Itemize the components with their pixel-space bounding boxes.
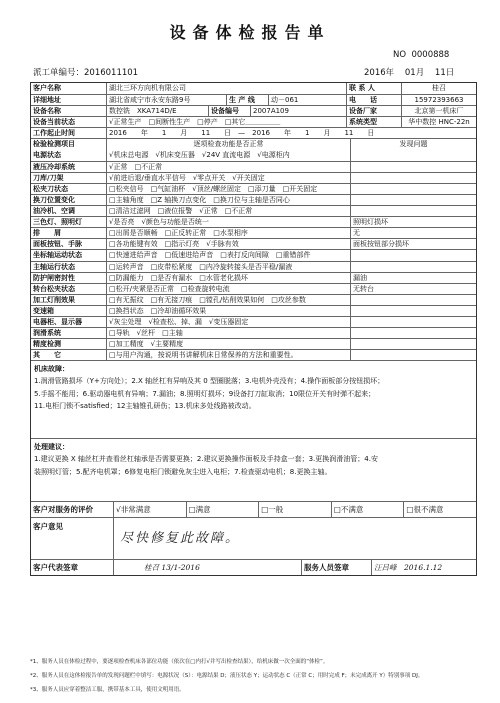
check-item-label: 润滑系统 [33,329,61,338]
findings-block [31,360,476,438]
check-item-label: 主轴运行状态 [33,262,75,271]
date-month-unit: 月 [415,68,425,78]
satisfaction-label: 客户对服务的评价 [33,505,93,515]
address-label: 详细地址 [33,96,61,105]
check-item-options[interactable]: □快速进给声音 □低速进给声音 □表打反向间隙 □重错部件 [106,250,350,260]
check-row [31,227,476,238]
worktime-label: 工作起止时间 [33,129,75,138]
check-item-options[interactable]: □各功能键有效 □指示灯亮 √手脉有效 [106,239,350,249]
check-item-options[interactable]: √是否亮 √颜色与功能是否统一 [106,217,350,227]
rating-average[interactable]: □一般 [258,502,331,517]
check-item-issue [350,206,476,216]
opinion-row [31,517,476,559]
device-row [31,105,476,116]
check-item-label: 三色灯、照明灯 [33,218,82,227]
report-number [393,50,449,60]
system-label: 系统类型 [346,117,401,127]
findings-line: 1.润滑管路损坏（Y+方向处）；2.X 轴丝杠有异响及其 0 型圈脱落；3.电机外壳没有；4.操作面板部分按钮损坏； [34,377,385,386]
check-row [31,327,476,338]
suggestions-line: 1.建议更换 X 轴丝杠并查看丝杠轴承是否需要更换；2.建议更换操作面板及手持盒一套；3.更换润滑油管；4.安 [34,455,378,464]
check-item-issue [350,328,476,338]
line-label: 生 产 线 [226,95,268,105]
check-row [31,161,476,172]
check-row [31,249,476,260]
findings-line: 5.手摇不能用；6.驱动器电机有异响；7.漏油；8.照明灯损坏；9设备打刀缸取消；10限位开关有时弹不起来； [34,389,376,398]
check-item-options[interactable]: □换挡状态 □冷却油循环效果 [106,306,350,316]
maker-value: 北京第一机床厂 [401,106,476,116]
check-item-label: 精度检测 [33,340,61,349]
date-month: 01 [404,68,416,78]
customer-label: 客户名称 [33,84,61,92]
check-rows [31,150,476,361]
check-row [31,316,476,327]
check-item-label: 面板按钮、手脉 [33,240,82,249]
note-line: *1、服务人员在体检过程中，要逐项检查机床各部位功能（依次在□内打√并写出检查结果），给机床做一次全面的“体检”。 [30,659,329,665]
check-row [31,272,476,283]
check-row [31,216,476,227]
check-item-issue: 面板按钮部分损坏 [350,239,476,249]
header-condition: 逐项检查功能是否正常 [106,139,350,149]
check-item-issue [350,295,476,305]
check-item-issue [350,195,476,205]
device-label: 设备名称 [33,107,61,116]
suggestions-line: 装照明灯管；5.配齐电机罩；6修复电柜门锁避免灰尘进入电柜；7.检查驱动电机；8.更换主轴。 [34,467,332,476]
status-label: 设备当前状态 [33,118,75,127]
check-item-label: 排 屑 [33,229,61,238]
note-line: *2、服务人员在这体检报告单的发现问题栏中填写：电源状况（S）：电源结果 D；液压状态 Y；运动状态 C（正常 C；用时完成 F；未完成离开 Y）特别事项 DJ。 [30,673,424,679]
findings-line: 11.电柜门锁不satisfied；12主轴锥孔研伤；13.机床多处线路被改动。 [34,402,256,411]
check-item-options[interactable]: □防漏能力 □是否有漏水 □水管老化损坏 [106,273,350,283]
check-item-issue [350,250,476,260]
status-row [31,116,476,127]
contact-label: 联 系 人 [346,83,401,94]
report-table [30,82,477,576]
check-row [31,183,476,194]
signature-row [31,559,476,575]
check-item-issue: 无转台 [350,284,476,294]
check-row [31,172,476,183]
check-header-row [31,138,476,149]
check-item-label: 转台松夹状态 [33,284,75,293]
check-row [31,349,476,360]
rating-unsatisfied[interactable]: □不满意 [331,502,404,517]
check-item-issue [350,306,476,316]
check-row [31,205,476,216]
check-item-issue [350,173,476,183]
check-row [31,194,476,205]
check-item-options[interactable]: √正常 □不正常 [106,162,350,172]
phone-label: 电 话 [346,95,401,105]
date-day-unit: 日 [445,68,455,78]
rating-very-unsatisfied[interactable]: □很不满意 [403,502,476,517]
worktime-row [31,127,476,138]
check-item-label: 防护闸密封性 [33,273,75,282]
suggestions-title: 处理建议： [34,443,69,452]
check-item-label: 松夹刀状态 [33,184,68,193]
check-item-options[interactable]: □加工精度 √主要精度 [106,339,350,349]
address-row [31,94,476,105]
check-item-issue [350,184,476,194]
check-item-options[interactable]: □清洁过滤网 □液位报警 √正常 □不正常 [106,206,350,216]
suggestions-block [31,438,476,501]
line-value: 动－061 [268,95,346,105]
check-row [31,150,476,161]
check-item-issue [350,262,476,272]
service-signature: 汪吕峰 2016.1.12 [371,560,476,575]
findings-title: 机床故障： [34,365,69,374]
opinion-handwriting: 尽快修复此故障。 [113,518,476,559]
check-item-issue [350,350,476,360]
check-item-issue [350,150,476,161]
notes [30,655,477,697]
status-options: √正常生产 □间断性生产 □停产 □其它＿＿＿＿＿ [106,117,346,127]
order-value: 2016011101 [84,68,139,78]
check-item-options[interactable]: √机床总电源 √机床变压器 √24V 直流电源 √电源柜内 [106,150,350,161]
maker-label: 设备厂家 [346,106,401,116]
customer-signature: 桂召 13/1-2016 [113,560,301,575]
header-item: 检验检测项目 [33,140,75,149]
service-sign-label: 服务人员签章 [301,560,371,575]
worktime-value: 2016 年 1 月 11 日 — 2016 年 1 月 11 日 [106,128,476,138]
opinion-label: 客户意见 [33,522,63,532]
check-item-options[interactable]: □运转声音 □皮带松紧度 □内冷旋转接头是否平稳/漏液 [106,262,350,272]
check-item-options[interactable]: □与用户沟通，按说明书讲解机床日常保养的方法和重要性。 [106,350,350,360]
satisfaction-row [31,501,476,517]
check-row [31,283,476,294]
address-value: 湖北省咸宁市永安东路9号 [106,95,226,105]
customer-row [31,83,476,94]
check-item-issue [350,162,476,172]
check-item-label: 电器柜、显示器 [33,317,82,326]
check-item-options[interactable]: □导轨 √丝杆 □主轴 [106,328,350,338]
check-item-label: 换刀位置变化 [33,195,75,204]
check-row [31,238,476,249]
check-item-label: 电源状态 [33,150,61,159]
system-value: 华中数控 HNC-22n [401,117,476,127]
check-row [31,294,476,305]
check-row [31,261,476,272]
device-no-label: 设备编号 [208,106,250,116]
check-item-label: 刀库/刀架 [33,173,64,182]
note-line: *3、服务人员应穿着整洁工服，携带基本工具，使用文明用语。 [30,687,185,693]
date-year: 2016 [364,68,386,78]
check-item-label: 变速箱 [33,306,54,315]
check-item-label: 液压冷却系统 [33,162,75,171]
contact-value: 桂召 [401,83,476,94]
check-item-options[interactable]: √前进后退/垂直水平信号 √零点开关 √开关固定 [106,173,350,183]
no-value: 0000888 [411,50,450,60]
report-date [364,66,454,78]
rating-very-satisfied[interactable]: √非常满意 [113,502,186,517]
phone-value: 15972393663 [401,95,476,105]
check-item-label: 加工灯削效果 [33,295,75,304]
check-item-options[interactable]: √灰尘处理 √检查松、掉、漏 √变压器固定 [106,317,350,327]
rating-satisfied[interactable]: □满意 [186,502,259,517]
report-title: 设备体检报告单 [169,23,331,42]
check-item-issue [350,317,476,327]
check-item-options[interactable]: □松夹信号 □气缸油杯 √顶丝/螺丝固定 □添刀量 □开关固定 [106,184,350,194]
no-label: NO [393,50,407,60]
check-item-options[interactable]: □有无振纹 □有无接刀痕 □镗孔/钻削效果如何 □攻丝参数 [106,295,350,305]
check-item-options[interactable]: □主轴角度 □Z 轴换刀点变化 □换刀位与主轴是否同心 [106,195,350,205]
check-item-issue: 无 [350,228,476,238]
order-number [33,66,138,78]
check-row [31,305,476,316]
check-item-options[interactable]: □出屑是否顺畅 □正反转正常 □水泵相序 [106,228,350,238]
customer-sign-label: 客户代表签章 [33,563,78,573]
device-value: 数控铣 XKA714D/E [106,106,208,116]
check-item-options[interactable]: □松开/夹紧是否正常 □检查旋转电流 [106,284,350,294]
header-problem: 发现问题 [350,139,476,149]
check-row [31,338,476,349]
check-item-label: 油冷机、空调 [33,207,75,216]
check-item-issue: 漏油 [350,273,476,283]
check-item-label: 其 它 [33,351,61,360]
check-item-issue: 照明灯损坏 [350,217,476,227]
device-no-value: 2007A109 [250,106,346,116]
check-item-issue [350,339,476,349]
customer-value: 湖北三环方向机有限公司 [106,83,346,94]
check-item-label: 坐标轴运动状态 [33,251,82,260]
order-label: 派工单编号： [33,68,85,78]
date-day: 11 [434,68,446,78]
date-year-unit: 年 [385,68,395,78]
